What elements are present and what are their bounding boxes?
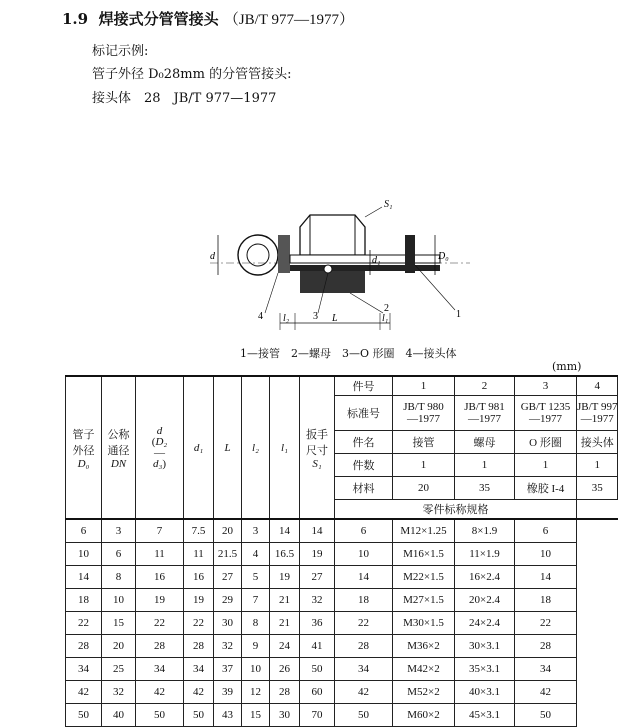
part-no: 2 <box>455 376 515 396</box>
table-cell: 6 <box>102 543 136 566</box>
table-cell: 16×2.4 <box>455 566 515 589</box>
section-number: 1.9 <box>62 10 89 28</box>
table-cell: 34 <box>66 658 102 681</box>
tube-flange <box>405 235 415 273</box>
table-cell: 6 <box>335 519 393 543</box>
table-row <box>66 543 618 566</box>
label-part2: 2 <box>384 303 389 314</box>
part-name: O 形圈 <box>515 431 577 454</box>
table-row <box>66 589 618 612</box>
table-row <box>66 681 618 704</box>
table-cell: 32 <box>214 635 242 658</box>
hdr-part-std: 标准号 <box>335 396 393 431</box>
table-cell: M30×1.5 <box>393 612 455 635</box>
table-row <box>66 566 618 589</box>
label-part3: 3 <box>313 311 318 322</box>
table-cell: 25 <box>102 658 136 681</box>
table-cell: 19 <box>300 543 335 566</box>
spec-title: 零件标称规格 <box>335 500 577 520</box>
table-cell: M12×1.25 <box>393 519 455 543</box>
table-cell: 16.5 <box>270 543 300 566</box>
table-cell: 28 <box>66 635 102 658</box>
part-mat: 橡胶 I-4 <box>515 477 577 500</box>
table-cell: 22 <box>136 612 184 635</box>
label-s1: S₁ <box>384 199 393 210</box>
table-cell: 36 <box>300 612 335 635</box>
o-ring <box>324 265 332 273</box>
note-heading: 标记示例: <box>92 44 149 59</box>
table-cell: 10 <box>242 658 270 681</box>
label-L: L <box>332 313 338 324</box>
table-cell: 21 <box>270 612 300 635</box>
table-cell: 39 <box>214 681 242 704</box>
table-cell: 28 <box>515 635 577 658</box>
table-cell: 41 <box>300 635 335 658</box>
table-cell: 42 <box>136 681 184 704</box>
table-cell: 28 <box>136 635 184 658</box>
section-name: 焊接式分管管接头 <box>98 10 219 28</box>
table-cell: 24×2.4 <box>455 612 515 635</box>
table-row <box>66 519 618 543</box>
table-cell: 70 <box>300 704 335 727</box>
label-D0: D₀ <box>438 251 449 262</box>
table-cell: 32 <box>300 589 335 612</box>
table-cell: 42 <box>335 681 393 704</box>
table-cell: 6 <box>515 519 577 543</box>
hdr-S1: 扳手 尺寸 S₁ <box>300 376 335 519</box>
table-cell: 4 <box>242 543 270 566</box>
table-cell: 15 <box>102 612 136 635</box>
joint-body-hatch <box>278 235 290 273</box>
part-mat: 20 <box>393 477 455 500</box>
table-cell: 8 <box>242 612 270 635</box>
table-cell: 28 <box>184 635 214 658</box>
table-cell: 6 <box>66 519 102 543</box>
part-std: GB/T 1235 —1977 <box>515 396 577 431</box>
table-cell: 43 <box>214 704 242 727</box>
table-cell: M52×2 <box>393 681 455 704</box>
table-cell: 22 <box>184 612 214 635</box>
table-cell: M22×1.5 <box>393 566 455 589</box>
hdr-part-mat: 材料 <box>335 477 393 500</box>
part4-name: 接头体 <box>577 431 618 454</box>
part4-mat: 35 <box>577 477 618 500</box>
table-cell: 34 <box>335 658 393 681</box>
figure-caption: 1—接管 2—螺母 3—O 形圈 4—接头体 <box>240 347 457 360</box>
table-cell: 28 <box>270 681 300 704</box>
table-cell: 50 <box>136 704 184 727</box>
table-cell: M16×1.5 <box>393 543 455 566</box>
table-cell: 34 <box>136 658 184 681</box>
table-cell: 10 <box>102 589 136 612</box>
hdr-l1: l₁ <box>270 376 300 519</box>
table-cell: 42 <box>184 681 214 704</box>
table-cell: 11 <box>136 543 184 566</box>
table-cell: 26 <box>270 658 300 681</box>
part4-qty: 1 <box>577 454 618 477</box>
label-l1: l₁ <box>382 313 389 324</box>
table-cell: 10 <box>335 543 393 566</box>
table-cell: 30 <box>270 704 300 727</box>
table-cell: 8×1.9 <box>455 519 515 543</box>
table-cell: 7.5 <box>184 519 214 543</box>
label-d: d <box>210 251 215 262</box>
fitting-drawing <box>200 195 480 345</box>
table-cell: 30×3.1 <box>455 635 515 658</box>
table-cell: 50 <box>66 704 102 727</box>
table-cell: 14 <box>66 566 102 589</box>
table-cell: 11×1.9 <box>455 543 515 566</box>
table-cell: 32 <box>102 681 136 704</box>
table-cell: 19 <box>184 589 214 612</box>
table-cell: 16 <box>184 566 214 589</box>
table-cell: 40 <box>102 704 136 727</box>
table-cell: 10 <box>515 543 577 566</box>
label-part1: 1 <box>456 309 461 320</box>
table-cell: 42 <box>66 681 102 704</box>
table-row <box>66 658 618 681</box>
part-qty: 1 <box>393 454 455 477</box>
table-cell: 11 <box>184 543 214 566</box>
table-cell: 22 <box>335 612 393 635</box>
part-std: JB/T 980 —1977 <box>393 396 455 431</box>
table-cell: 5 <box>242 566 270 589</box>
table-cell: 14 <box>515 566 577 589</box>
table-cell: 40×3.1 <box>455 681 515 704</box>
table-cell: 20 <box>214 519 242 543</box>
table-cell: M42×2 <box>393 658 455 681</box>
tube-upper <box>290 255 440 263</box>
table-cell: 3 <box>242 519 270 543</box>
table-cell: 10 <box>66 543 102 566</box>
table-cell: 15 <box>242 704 270 727</box>
body-ring <box>238 235 278 275</box>
table-row <box>66 704 618 727</box>
part-std: JB/T 981 —1977 <box>455 396 515 431</box>
hdr-DN: 公称 通径 DN <box>102 376 136 519</box>
table-cell: 50 <box>300 658 335 681</box>
table-cell: 8 <box>102 566 136 589</box>
table-cell: 27 <box>300 566 335 589</box>
table-cell: 34 <box>184 658 214 681</box>
part-name: 接管 <box>393 431 455 454</box>
note-example-desc: 管子外径 D₀28mm 的分管管接头: <box>92 67 292 82</box>
section-title <box>62 8 354 29</box>
table-cell: 3 <box>102 519 136 543</box>
table-cell: 19 <box>136 589 184 612</box>
table-cell: 30 <box>214 612 242 635</box>
table-cell: 60 <box>300 681 335 704</box>
part-qty: 1 <box>515 454 577 477</box>
hdr-l2: l₂ <box>242 376 270 519</box>
hdr-d: d (D₂ — d₃) <box>136 376 184 519</box>
table-row <box>66 612 618 635</box>
table-cell: 21.5 <box>214 543 242 566</box>
table-cell: 34 <box>515 658 577 681</box>
table-cell: M60×2 <box>393 704 455 727</box>
table-cell: 50 <box>515 704 577 727</box>
table-cell: 37 <box>214 658 242 681</box>
table-cell: 20×2.4 <box>455 589 515 612</box>
table-row <box>66 635 618 658</box>
table-cell: 21 <box>270 589 300 612</box>
table-cell: 19 <box>270 566 300 589</box>
part-no: 1 <box>393 376 455 396</box>
table-cell: 16 <box>136 566 184 589</box>
table-cell: M36×2 <box>393 635 455 658</box>
table-cell: 42 <box>515 681 577 704</box>
hdr-L: L <box>214 376 242 519</box>
spec-table <box>65 375 618 727</box>
table-cell: 50 <box>335 704 393 727</box>
table-cell: 29 <box>214 589 242 612</box>
table-cell: 7 <box>242 589 270 612</box>
label-l2: l₂ <box>283 313 290 324</box>
unit-label: (mm) <box>552 360 582 373</box>
table-cell: 18 <box>66 589 102 612</box>
part-qty: 1 <box>455 454 515 477</box>
table-cell: M27×1.5 <box>393 589 455 612</box>
hdr-D0: 管子 外径 D₀ <box>66 376 102 519</box>
table-cell: 22 <box>66 612 102 635</box>
table-cell: 22 <box>515 612 577 635</box>
label-part4: 4 <box>258 311 263 322</box>
table-cell: 28 <box>335 635 393 658</box>
table-cell: 14 <box>300 519 335 543</box>
part4-no: 4 <box>577 376 618 396</box>
table-cell: 12 <box>242 681 270 704</box>
hdr-d1: d₁ <box>184 376 214 519</box>
table-cell: 20 <box>102 635 136 658</box>
label-d1: d₁ <box>372 255 381 266</box>
part4-std: JB/T 997 —1977 <box>577 396 618 431</box>
section-standard: （JB/T 977—1977） <box>223 12 354 28</box>
hdr-part-qty: 件数 <box>335 454 393 477</box>
table-cell: 18 <box>515 589 577 612</box>
part-no: 3 <box>515 376 577 396</box>
table-cell: 9 <box>242 635 270 658</box>
part-name: 螺母 <box>455 431 515 454</box>
part-mat: 35 <box>455 477 515 500</box>
hdr-part-name: 件名 <box>335 431 393 454</box>
table-cell: 18 <box>335 589 393 612</box>
spec-rows <box>66 519 618 727</box>
hdr-part-no: 件号 <box>335 376 393 396</box>
table-cell: 14 <box>270 519 300 543</box>
table-cell: 50 <box>184 704 214 727</box>
table-cell: 24 <box>270 635 300 658</box>
table-cell: 27 <box>214 566 242 589</box>
table-cell: 35×3.1 <box>455 658 515 681</box>
table-cell: 45×3.1 <box>455 704 515 727</box>
table-cell: 14 <box>335 566 393 589</box>
table-cell: 7 <box>136 519 184 543</box>
note-example-mark: 接头体 28 JB/T 977—1977 <box>92 91 277 106</box>
